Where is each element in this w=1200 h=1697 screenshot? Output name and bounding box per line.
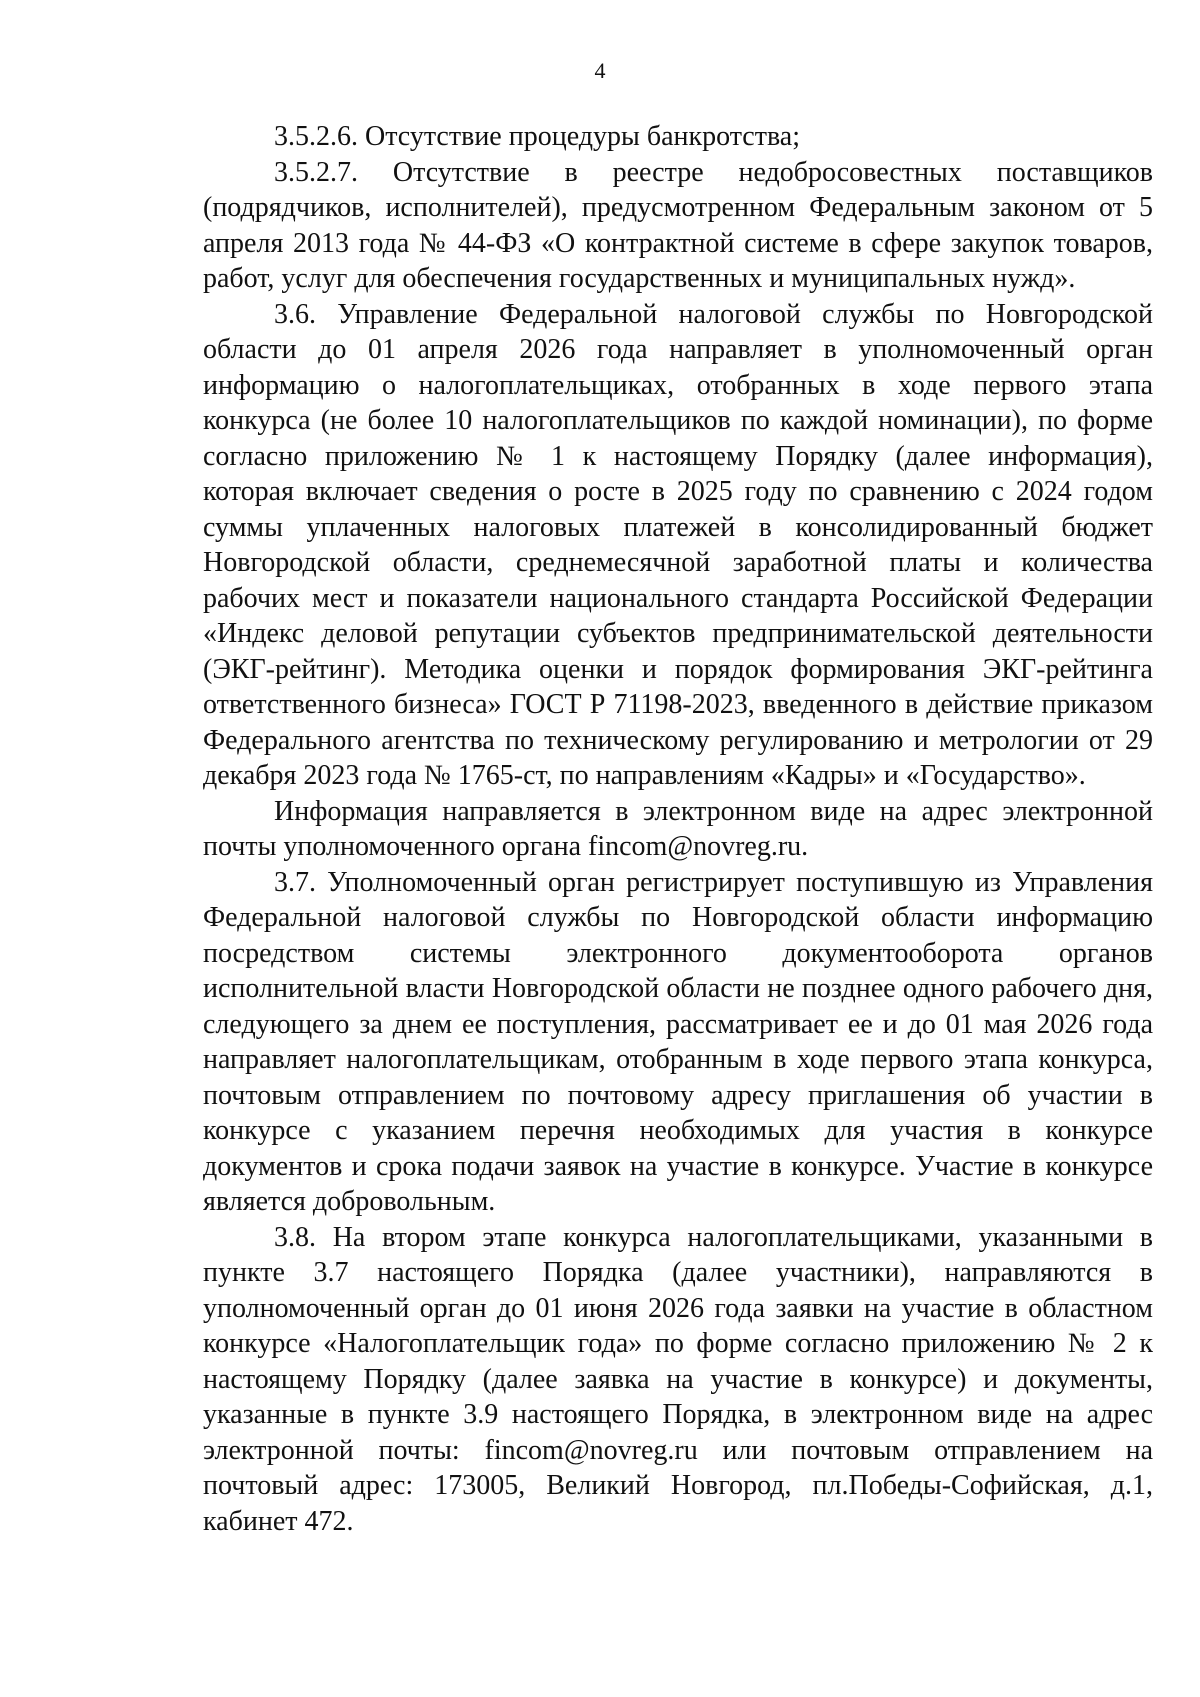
paragraph-3-6: 3.6. Управление Федеральной налоговой службы по Новгородской области до 01 апреля 2026 года направляет в уполномоченный орган информацию о налогоплательщиках, отобранных в ходе первого этапа конкурса (не более 10 налогоплательщиков по каждой номинации), по форме согласно приложению № 1 к настоящему Порядку (далее информация), которая включает сведения о росте в 2025 году по сравнению с 2024 годом суммы уплаченных налоговых платежей в консолидированный бюджет Новгородской области, среднемесячной заработной платы и количества рабочих мест и показатели национального стандарта Российской Федерации «Индекс деловой репутации субъектов предпринимательской деятельности (ЭКГ-рейтинг). Методика оценки и порядок формирования ЭКГ-рейтинга ответственного бизнеса» ГОСТ Р 71198-2023, введенного в действие приказом Федерального агентства по техническому регулированию и метрологии от 29 декабря 2023 года № 1765-ст, по направлениям «Кадры» и «Государство».	[203, 298, 1153, 791]
document-body	[203, 119, 1153, 1539]
paragraph-3-7: 3.7. Уполномоченный орган регистрирует поступившую из Управления Федеральной налоговой службы по Новгородской области информацию посредством системы электронного документооборота органов исполнительной власти Новгородской области не позднее одного рабочего дня, следующего за днем ее поступления, рассматривает ее и до 01 мая 2026 года направляет налогоплательщикам, отобранным в ходе первого этапа конкурса, почтовым отправлением по почтовому адресу приглашения об участии в конкурсе с указанием перечня необходимых для участия в конкурсе документов и срока подачи заявок на участие в конкурсе. Участие в конкурсе является добровольным.	[203, 866, 1153, 1217]
paragraph-information-email: Информация направляется в электронном виде на адрес электронной почты уполномоченного органа fincom@novreg.ru.	[203, 795, 1153, 862]
paragraph-3-5-2-7: 3.5.2.7. Отсутствие в реестре недобросовестных поставщиков (подрядчиков, исполнителей), предусмотренном Федеральным законом от 5 апреля 2013 года № 44-ФЗ «О контрактной системе в сфере закупок товаров, работ, услуг для обеспечения государственных и муниципальных нужд».	[203, 156, 1153, 294]
paragraph-3-8: 3.8. На втором этапе конкурса налогоплательщиками, указанными в пункте 3.7 настоящего Порядка (далее участники), направляются в уполномоченный орган до 01 июня 2026 года заявки на участие в областном конкурсе «Налогоплательщик года» по форме согласно приложению № 2 к настоящему Порядку (далее заявка на участие в конкурсе) и документы, указанные в пункте 3.9 настоящего Порядка, в электронном виде на адрес электронной почты: fincom@novreg.ru или почтовым отправлением на почтовый адрес: 173005, Великий Новгород, пл.Победы-Софийская, д.1, кабинет 472.	[203, 1221, 1153, 1537]
paragraph-3-5-2-6: 3.5.2.6. Отсутствие процедуры банкротства;	[274, 121, 801, 152]
page-number: 4	[594, 58, 606, 83]
